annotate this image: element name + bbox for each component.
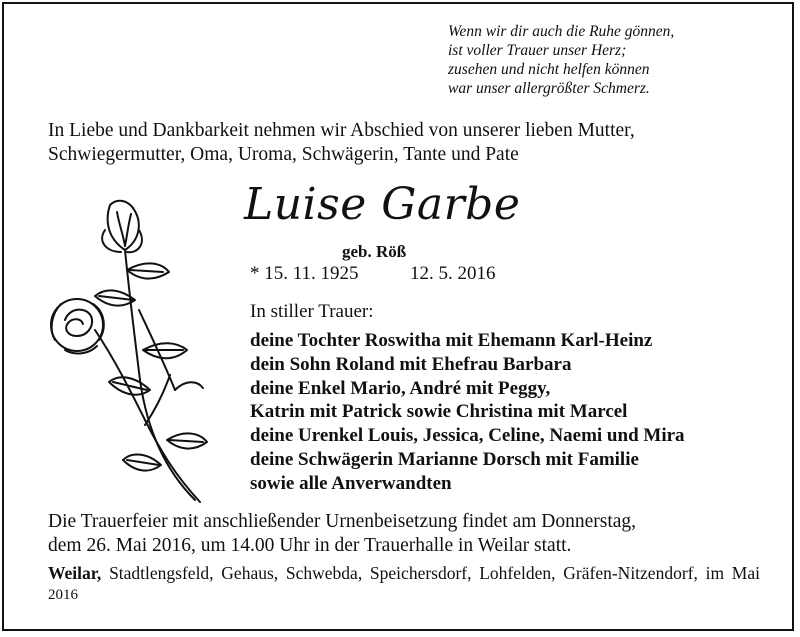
deceased-name: Luise Garbe (244, 179, 521, 230)
service-line: dem 26. Mai 2016, um 14.00 Uhr in der Trauerhalle in Weilar statt. (48, 535, 572, 556)
mourner-line: deine Tochter Roswitha mit Ehemann Karl-Heinz (250, 330, 653, 351)
mourner-line: dein Sohn Roland mit Ehefrau Barbara (250, 353, 572, 375)
mourners-list (250, 329, 770, 496)
poem-line: Wenn wir dir auch die Ruhe gönnen, (448, 23, 675, 40)
poem-line: ist voller Trauer unser Herz; (448, 42, 627, 59)
place-year: 2016 (48, 587, 78, 603)
places-line (48, 563, 760, 605)
birth-date: * 15. 11. 1925 (250, 263, 359, 284)
place-list: Stadtlengsfeld, Gehaus, Schwebda, Speichersdorf, Lohfelden, Gräfen-Nitzendorf, im Mai (109, 563, 760, 583)
service-info (48, 510, 768, 558)
maiden-name: geb. Röß (342, 242, 407, 261)
intro-line: Schwiegermutter, Oma, Uroma, Schwägerin, Tante und Pate (48, 144, 519, 165)
intro-text (48, 119, 768, 167)
poem (448, 22, 748, 98)
mourner-line: Katrin mit Patrick sowie Christina mit Marcel (250, 401, 628, 423)
death-date: 12. 5. 2016 (410, 263, 496, 284)
place-town: Weilar, (48, 563, 102, 583)
mourning-heading: In stiller Trauer: (250, 301, 374, 322)
life-dates (250, 262, 496, 286)
mourner-line: deine Urenkel Louis, Jessica, Celine, Naemi und Mira (250, 425, 685, 447)
mourner-line: sowie alle Anverwandten (250, 472, 452, 494)
poem-line: war unser allergrößter Schmerz. (448, 80, 650, 97)
mourner-line: deine Enkel Mario, André mit Peggy, (250, 377, 551, 399)
poem-line: zusehen und nicht helfen können (448, 61, 650, 78)
rose-icon (35, 190, 225, 508)
service-line: Die Trauerfeier mit anschließender Urnenbeisetzung findet am Donnerstag, (48, 511, 637, 532)
mourner-line: deine Schwägerin Marianne Dorsch mit Familie (250, 448, 639, 470)
intro-line: In Liebe und Dankbarkeit nehmen wir Abschied von unserer lieben Mutter, (48, 120, 635, 141)
